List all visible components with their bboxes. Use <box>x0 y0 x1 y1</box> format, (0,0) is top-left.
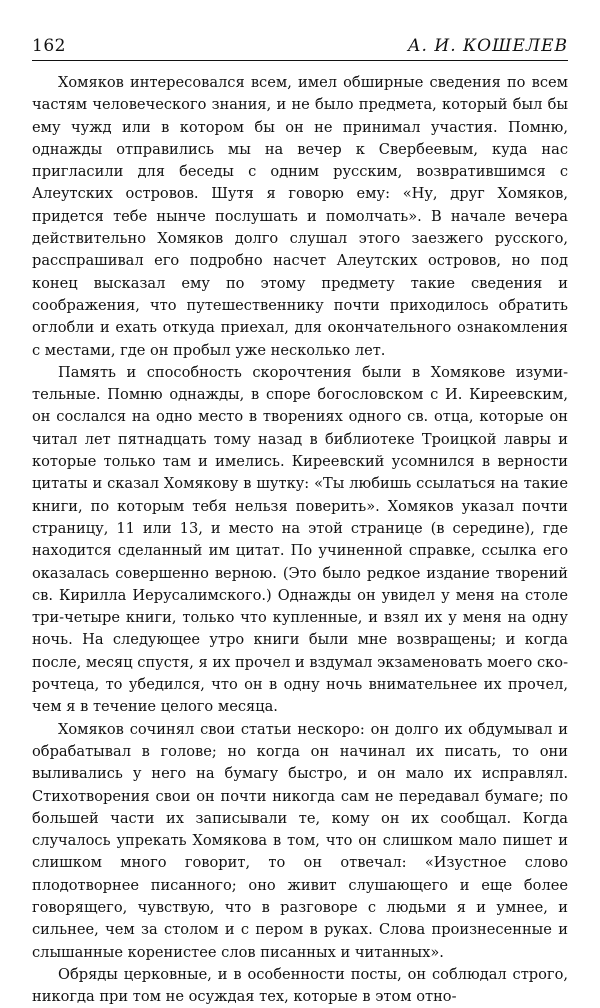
body-text <box>32 72 568 1008</box>
paragraph-1: Хомяков интересовался всем, имел обширные сведения по всем частям человеческого знания, и не было предмета, который был бы ему чужд или в котором бы он не принимал участия. Помню, однажды отправились мы на вечер к Свербеевым, куда нас пригласили для беседы с одним русским, возвратившимся с Алеутских островов. Шутя я говорю ему: «Ну, друг Хомяков, придется тебе нынче послушать и помолчать». В начале вечера действительно Хомяков долго слушал этого заезжего русского, расспрашивал его подробно насчет Алеутских островов, но под конец высказал ему по этому предмету такие сведения и соображения, что путешественнику почти приходилось обратить оглобли и ехать откуда приехал, для окончательного ознакомления с местами, где он пробыл уже несколько лет. <box>32 74 568 359</box>
book-page <box>32 36 568 1008</box>
running-title: А. И. КОШЕЛЕВ <box>407 36 568 56</box>
paragraph-4: Обряды церковные, и в особенности посты, он соблюдал строго, никогда при том не осуждая тех, которые в этом отно- <box>32 965 568 1006</box>
running-head <box>32 36 568 61</box>
paragraph-2: Память и способность скорочтения были в Хомякове изумительные. Помню однажды, в споре богословском с И. Киреевским, он сослался на одно место в творениях одного св. отца, которые он читал лет пятнадцать тому назад в библиотеке Троицкой лавры и которые только там и имелись. Киреевский усомнился в верности цитаты и сказал Хомякову в шутку: «Ты любишь ссылаться на такие книги, по которым тебя нельзя поверить». Хомяков указал почти страницу, 11 или 13, и место на этой странице (в середине), где находится сделанный им цитат. По учиненной справке, ссылка его оказалась совершенно верною. (Это было редкое издание творений св. Кирилла Иерусалимского.) Однажды он увидел у меня на столе три-четыре книги, только что купленные, и взял их у меня на одну ночь. На следующее утро книги были мне возвращены; и когда после, месяц спустя, я их прочел и вздумал экзаменовать моего скорочтеца, то убедился, что он в одну ночь внимательнее их прочел, чем я в течение целого месяца. <box>32 363 568 716</box>
page-number: 162 <box>32 36 66 56</box>
paragraph-3: Хомяков сочинял свои статьи нескоро: он долго их обдумывал и обрабатывал в голове; но когда он начинал их писать, то они выливались у него на бумагу быстро, и он мало их исправлял. Стихотворения свои он почти никогда сам не передавал бумаге; по большей части их записывали те, кому он их сообщал. Когда случалось упрекать Хомякова в том, что он слишком мало пишет и слишком много говорит, то он отвечал: «Изустное слово плодотворнее писанного; оно живит слушающего и еще более говорящего, чувствую, что в разговоре с людьми я и умнее, и сильнее, чем за столом и с пером в руках. Слова произнесенные и слышанные коренистее слов писанных и читанных». <box>32 720 568 961</box>
